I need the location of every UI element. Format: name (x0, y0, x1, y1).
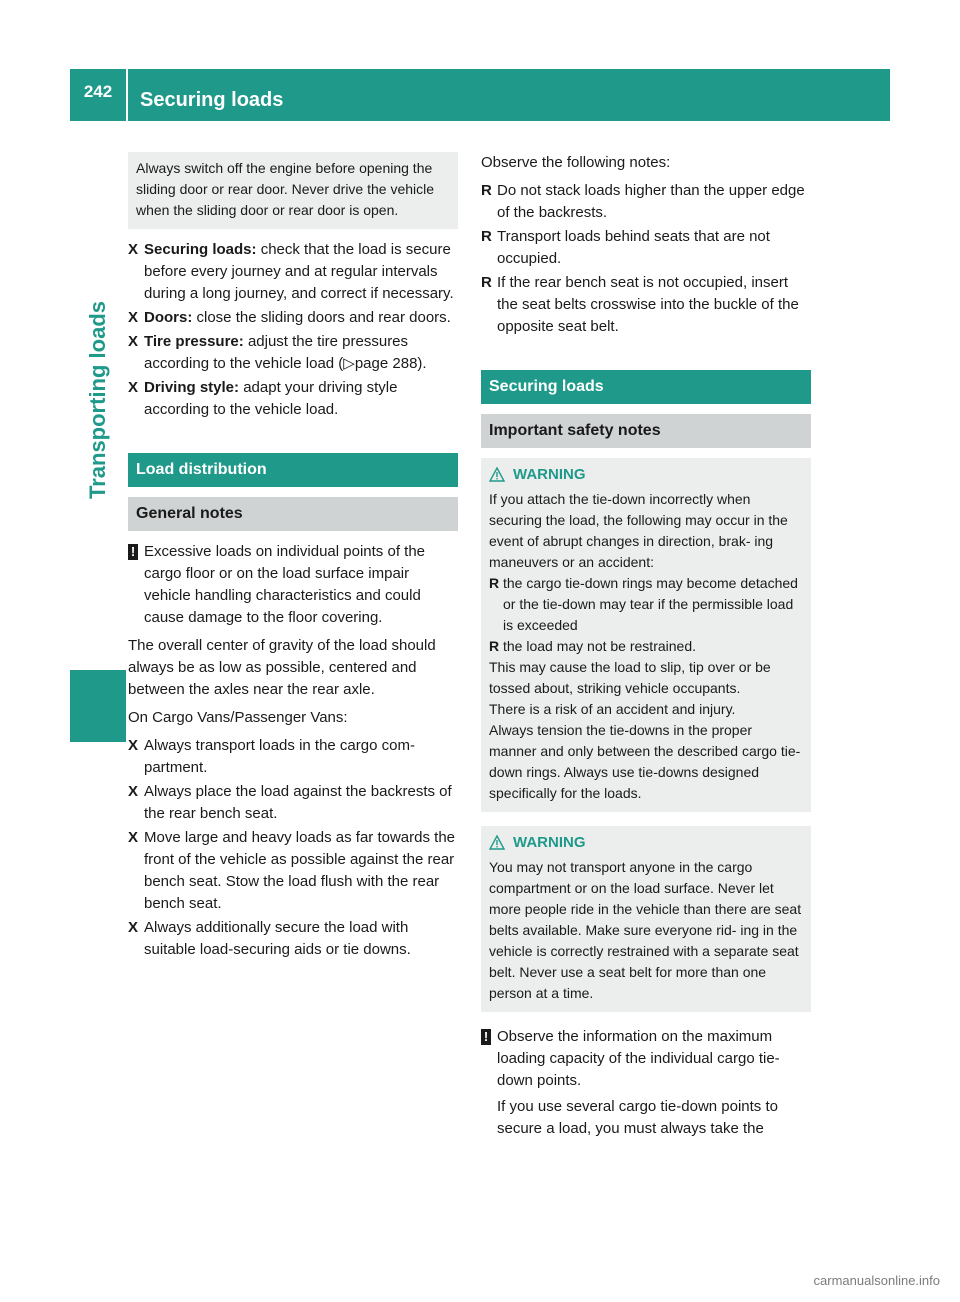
side-tab-block (70, 670, 126, 742)
list-item (481, 180, 811, 224)
warning-list-text: the cargo tie-down rings may become detached or the tie-down may tear if the permissible load is exceeded (503, 575, 798, 633)
caution-note (128, 541, 458, 629)
step-item (128, 735, 458, 779)
step-item (128, 827, 458, 915)
step-text-end: ). (417, 355, 427, 372)
list-item (481, 272, 811, 338)
note-text: Always switch off the engine before opening the sliding door or rear door. Never drive the vehicle when the sliding door or rear door is open. (136, 160, 435, 218)
bullet-marker: R (481, 182, 492, 199)
caution-text: Excessive loads on individual points of the cargo floor or on the load surface impair vehicle handling characteristics and could cause damage to the floor covering. (144, 543, 426, 626)
step-marker: X (128, 829, 139, 846)
warning-list-text: the load may not be restrained. (503, 638, 697, 654)
list-item (481, 226, 811, 270)
step-item (128, 331, 458, 375)
bullet-marker: R (489, 638, 500, 654)
step-item (128, 377, 458, 421)
paragraph: Observe the following notes: (481, 154, 671, 171)
subsection-heading: Important safety notes (481, 414, 811, 448)
section-heading: Securing loads (481, 370, 811, 404)
side-tab (70, 140, 126, 660)
page-number: 242 (83, 82, 113, 101)
step-text: Always additionally secure the load with suitable load-securing aids or tie downs. (144, 919, 411, 958)
step-marker: X (128, 783, 139, 800)
step-text: adapt your driving style according to the vehicle load. (144, 379, 398, 418)
step-marker: X (128, 333, 139, 350)
right-column (481, 152, 811, 1146)
step-item (128, 239, 458, 305)
warning-text: This may cause the load to slip, tip over or be tossed about, striking vehicle occupants. (489, 659, 771, 696)
list-item-text: If the rear bench seat is not occupied, insert the seat belts crosswise into the buckle of the opposite seat belt. (497, 274, 799, 335)
step-marker: X (128, 737, 139, 754)
caution-icon: ! (481, 1029, 491, 1045)
step-marker: X (128, 919, 139, 936)
list-item-text: Do not stack loads higher than the upper edge of the backrests. (497, 182, 805, 221)
caution-text-continued: If you use several cargo tie-down points to secure a load, you must always take the (497, 1098, 778, 1137)
paragraph: The overall center of gravity of the load should always be as low as possible, centered and between the axles near the rear axle. (128, 637, 436, 698)
step-marker: X (128, 309, 139, 326)
warning-header (489, 464, 803, 485)
step-label: Securing loads: (144, 241, 257, 258)
step-text: check that the load is secure before every journey and at regular intervals during a long journey, and correct if necessary. (144, 241, 454, 302)
page-title: Securing loads (140, 89, 284, 111)
side-tab-label: Transporting loads (85, 300, 110, 500)
spacer (128, 423, 458, 453)
bullet-marker: R (489, 575, 500, 591)
warning-text: If you attach the tie-down incorrectly when securing the load, the following may occur in the event of abrupt changes in direction, brak- ing maneuvers or an accident: (489, 491, 788, 570)
warning-box (481, 458, 811, 812)
bullet-marker: R (481, 274, 492, 291)
left-column (128, 152, 458, 963)
caution-text: Observe the information on the maximum loading capacity of the individual cargo tie- down points. (497, 1028, 780, 1089)
header-divider (126, 69, 128, 121)
caution-icon: ! (128, 544, 138, 560)
step-item (128, 781, 458, 825)
warning-text: You may not transport anyone in the cargo compartment or on the load surface. Never let more people ride in the vehicle than there are seat belts available. Make sure everyone rid- ing in the vehicle is correctly restrained with a separate seat belt. Never use a seat belt for more than one person at a time. (489, 859, 802, 1001)
warning-title: WARNING (513, 466, 586, 483)
paragraph: On Cargo Vans/Passenger Vans: (128, 709, 348, 726)
subsection-heading: General notes (128, 497, 458, 531)
step-item (128, 307, 458, 329)
page-ref-icon: ▷ (343, 355, 355, 372)
list-item-text: Transport loads behind seats that are not occupied. (497, 228, 770, 267)
step-item (128, 917, 458, 961)
page-ref-link[interactable]: page 288 (354, 355, 418, 372)
step-label: Doors: (144, 309, 193, 326)
warning-list-item (489, 636, 803, 657)
note-box (128, 152, 458, 229)
step-text: adjust the tire pressures according to the vehicle load ( (144, 333, 409, 372)
warning-list-item (489, 573, 803, 636)
section-heading: Load distribution (128, 453, 458, 487)
bullet-marker: R (481, 228, 492, 245)
warning-header (489, 832, 803, 853)
warning-box (481, 826, 811, 1012)
step-text: Always place the load against the backrests of the rear bench seat. (144, 783, 452, 822)
step-marker: X (128, 379, 139, 396)
step-marker: X (128, 241, 139, 258)
step-label: Driving style: (144, 379, 240, 396)
step-text: Always transport loads in the cargo com- partment. (144, 737, 415, 776)
step-label: Tire pressure: (144, 333, 244, 350)
spacer (481, 340, 811, 370)
watermark: carmanualsonline.info (813, 1273, 940, 1288)
warning-text: Always tension the tie-downs in the proper manner and only between the described cargo tie-down rings. Always use tie-downs designed specifically for the loads. (489, 722, 801, 801)
warning-title: WARNING (513, 834, 586, 851)
caution-note (481, 1026, 811, 1140)
warning-text: There is a risk of an accident and injury. (489, 701, 736, 717)
warning-triangle-icon (489, 467, 505, 483)
warning-triangle-icon (489, 835, 505, 851)
step-text: close the sliding doors and rear doors. (192, 309, 451, 326)
step-text: Move large and heavy loads as far towards the front of the vehicle as possible against the rear bench seat. Stow the load flush with the rear bench seat. (144, 829, 456, 912)
